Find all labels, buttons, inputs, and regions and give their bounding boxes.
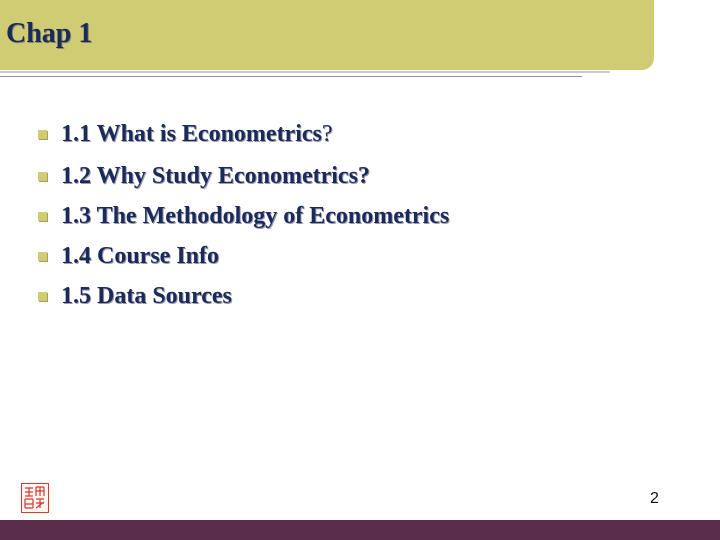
bullet-text: 1.3 The Methodology of Econometrics [61,202,450,229]
seal-glyph-icon [22,484,47,511]
bullet-item [38,236,449,276]
bullet-text: 1.4 Course Info [61,242,220,269]
page-number: 2 [650,490,659,507]
bullet-suffix: ? [321,120,333,147]
square-bullet-icon [38,172,47,181]
bullet-text: 1.2 Why Study Econometrics? [61,162,370,189]
footer-bar [0,520,720,540]
square-bullet-icon [38,252,47,261]
bullet-text: 1.5 Data Sources [61,282,232,309]
slide-title: Chap 1 [6,18,93,49]
bullet-list [38,116,449,316]
square-bullet-icon [38,130,47,139]
title-divider-top [0,71,610,73]
title-divider-bottom [0,76,582,77]
bullet-item [38,156,449,196]
square-bullet-icon [38,212,47,221]
red-seal-stamp-icon [21,483,49,513]
title-banner [0,0,654,70]
bullet-item [38,196,449,236]
bullet-item [38,276,449,316]
square-bullet-icon [38,292,47,301]
bullet-text: 1.1 What is Econometrics [61,120,322,147]
bullet-item [38,116,449,152]
